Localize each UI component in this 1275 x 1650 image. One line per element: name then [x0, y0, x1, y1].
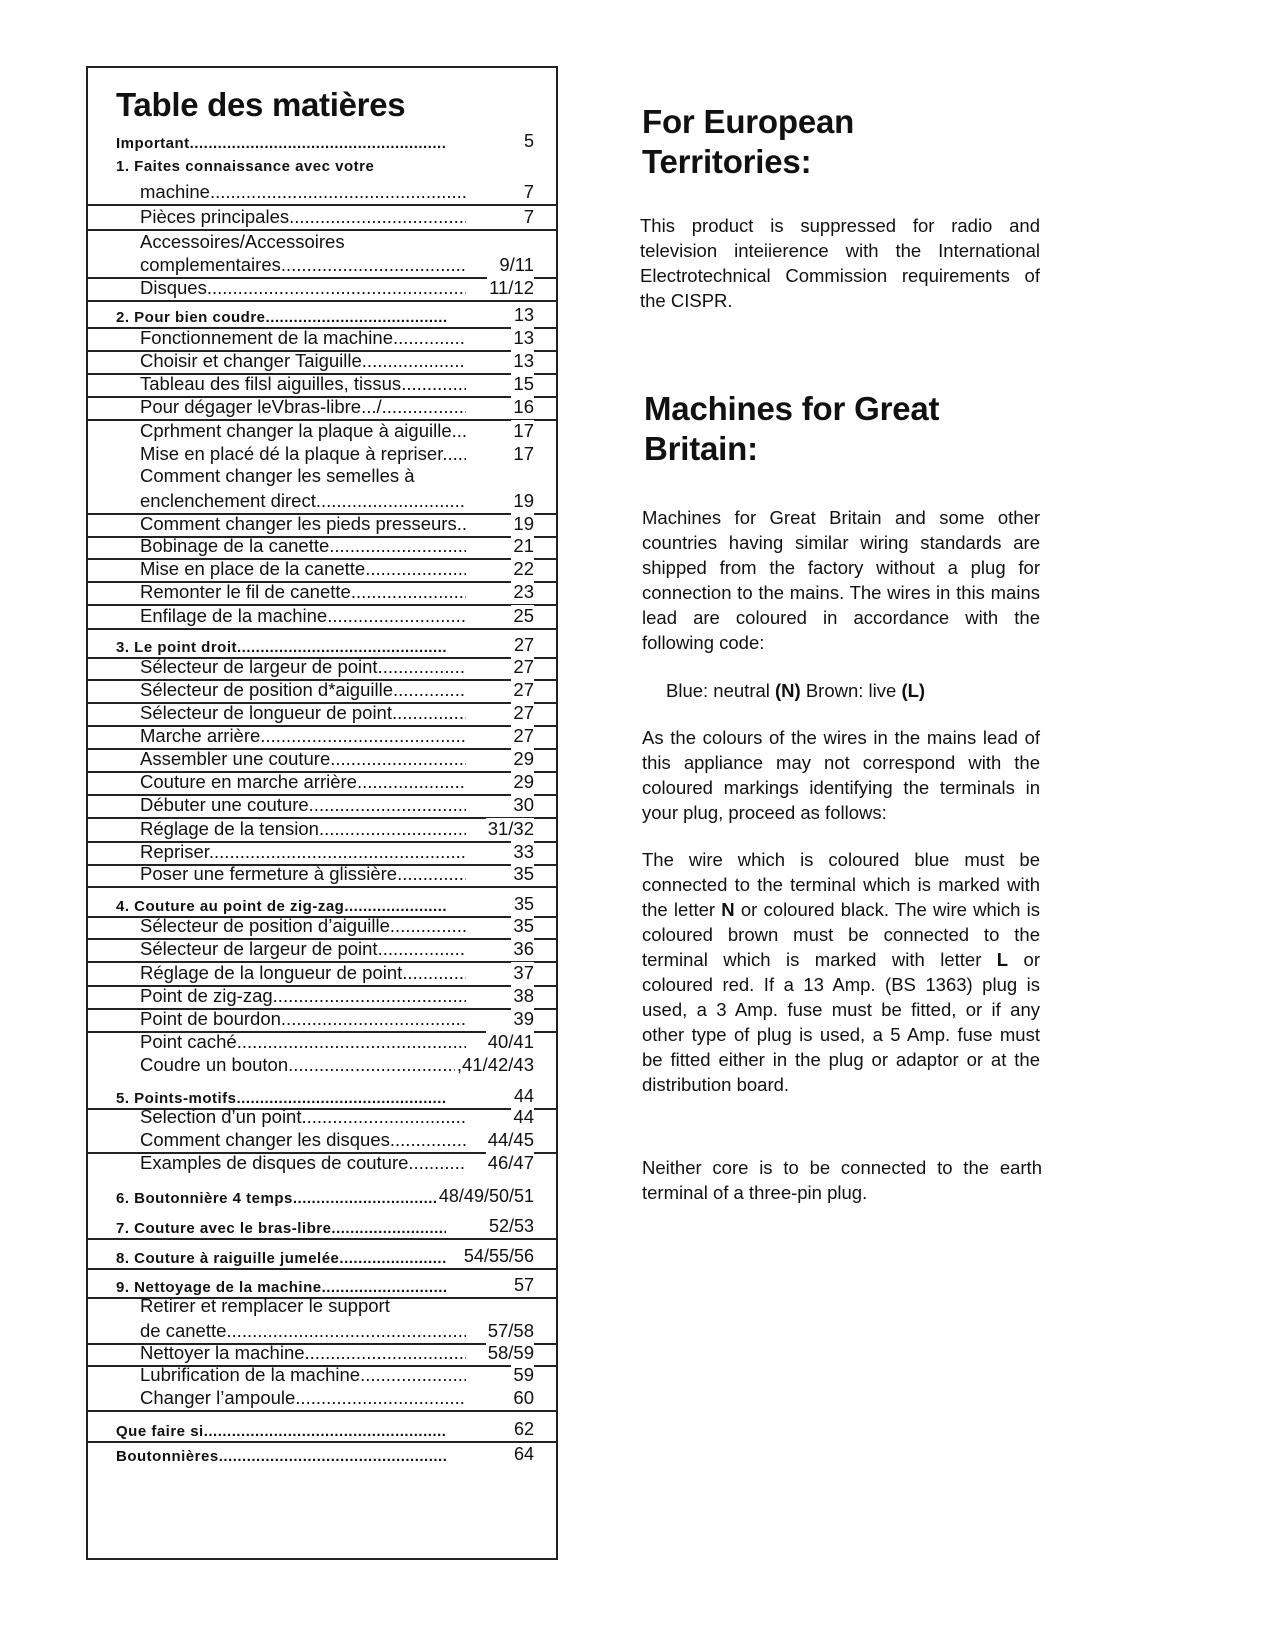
toc-entry-title: Comment changer les pieds presseurs .....: [140, 513, 466, 535]
toc-entry-page: 38: [513, 985, 534, 1006]
toc-entry-page: 35: [513, 863, 534, 884]
toc-entry-title: 8. Couture à raiguille jumelée .....: [116, 1250, 446, 1267]
wiring-intro-paragraph: Machines for Great Britain and some other countries having similar wiring standards are shipped from the factory without a plug for connection to the mains. The wires in this mains lead are coloured in accordance with the following code:: [642, 507, 1040, 653]
toc-entry: [88, 985, 556, 1010]
toc-entry: [88, 725, 556, 750]
toc-entry: [88, 961, 556, 987]
toc-entry-page: 13: [513, 327, 534, 348]
toc-entry: [88, 679, 556, 704]
toc-entry: [88, 488, 556, 515]
toc-entry-page: 23: [513, 581, 534, 602]
toc-entry-page: 22: [513, 558, 534, 579]
toc-entry-page: 60: [513, 1387, 534, 1408]
toc-entry-page: 21: [513, 535, 534, 556]
toc-entry-page: 17: [513, 420, 534, 441]
european-territories-heading: [642, 102, 854, 182]
toc-entry-title: Retirer et remplacer le support: [140, 1295, 390, 1316]
toc-entry-title: Tableau des filsl aiguilles, tissus .....: [140, 373, 466, 395]
toc-entry: [88, 1054, 556, 1077]
toc-entry-title: Choisir et changer Taiguille .....: [140, 350, 466, 372]
brown-label: Brown: live: [805, 680, 897, 701]
toc-entry: [88, 771, 556, 796]
toc-entry: [88, 1208, 556, 1240]
toc-list: [88, 68, 556, 1558]
toc-entry-page: 62: [513, 1419, 534, 1439]
toc-entry: [88, 794, 556, 819]
toc-entry: [88, 1365, 556, 1387]
toc-entry-title: 2. Pour bien coudre .....: [116, 309, 446, 326]
toc-entry-page: 57/58: [487, 1320, 534, 1341]
toc-entry-title: Sélecteur de largeur de point .....: [140, 938, 466, 960]
toc-entry-page: 27: [513, 656, 534, 677]
toc-entry-page: 35: [513, 894, 534, 914]
toc-entry: [88, 1031, 556, 1054]
toc-title: Table des matières: [116, 86, 406, 123]
toc-entry-page: 16: [513, 396, 534, 417]
toc-entry: [88, 1129, 556, 1154]
toc-entry-page: 5: [523, 131, 534, 151]
toc-entry-title: Mise en placé dé la plaque à repriser .....: [140, 443, 466, 465]
heading-line: For European: [642, 103, 855, 140]
toc-entry-page: 7: [523, 181, 534, 202]
toc-entry-page: 29: [513, 748, 534, 769]
live-letter: (L): [901, 680, 926, 701]
toc-entry-page: 31/32: [487, 818, 534, 839]
toc-entry: [88, 300, 556, 329]
toc-entry: [88, 1297, 556, 1318]
toc-entry-page: ,41/42/43: [456, 1054, 534, 1075]
blue-label: Blue: neutral: [666, 680, 770, 701]
table-of-contents: [86, 66, 558, 1560]
toc-entry-page: 48/49/50/51: [438, 1186, 534, 1206]
toc-entry-page: 9/11: [499, 254, 534, 275]
toc-entry: [88, 938, 556, 963]
toc-entry-title: Examples de disques de couture .....: [140, 1152, 466, 1174]
toc-entry-page: 64: [513, 1444, 534, 1464]
toc-entry: [88, 1238, 556, 1270]
toc-entry-title: 4. Couture au point de zig-zag .....: [116, 898, 446, 915]
neutral-letter: (N): [775, 680, 801, 701]
toc-entry-title: Mise en place de la canette .....: [140, 558, 466, 580]
toc-entry-title: Repriser .....: [140, 841, 466, 863]
wiring-instructions-paragraph: [642, 847, 1040, 1097]
toc-entry-title: 7. Couture avec le bras-libre .....: [116, 1220, 446, 1237]
toc-entry: [88, 396, 556, 421]
toc-entry: [88, 748, 556, 773]
toc-entry-title: Pièces principales .....: [140, 206, 466, 228]
neutral-terminal-letter: N: [721, 899, 735, 920]
toc-entry: [88, 916, 556, 940]
toc-entry: [88, 1152, 556, 1175]
toc-entry-page: 27: [513, 725, 534, 746]
toc-entry-page: 19: [513, 513, 534, 534]
toc-entry: [88, 419, 556, 443]
toc-entry-title: 1. Faites connaissance avec votre: [116, 158, 375, 175]
toc-entry: [88, 1441, 556, 1466]
toc-entry: [88, 153, 556, 176]
toc-entry-page: 13: [513, 350, 534, 371]
live-terminal-letter: L: [996, 949, 1009, 970]
toc-entry-title: Sélecteur de largeur de point .....: [140, 656, 466, 678]
toc-entry: [88, 604, 556, 630]
toc-entry-page: 39: [513, 1008, 534, 1029]
toc-entry: [88, 628, 556, 659]
toc-entry-title: Réglage de la tension .....: [140, 818, 466, 840]
toc-entry-page: 37: [513, 962, 534, 983]
toc-entry-title: Point de zig-zag .....: [140, 985, 466, 1007]
toc-entry-title: Coudre un bouton .....: [140, 1054, 466, 1076]
toc-entry-page: 52/53: [488, 1216, 534, 1236]
toc-entry-title: Pour dégager leVbras-libre.../ .....: [140, 396, 466, 418]
toc-entry: [88, 1175, 556, 1208]
instruction-text: or coloured black. The wire which is coloured brown must be connected to the terminal which is marked with letter: [642, 899, 1041, 970]
toc-entry-page: 27: [513, 702, 534, 723]
toc-entry-page: 29: [513, 771, 534, 792]
toc-entry: [88, 277, 556, 302]
toc-entry-title: Accessoires/Accessoires: [140, 231, 345, 252]
toc-entry-title: Comment changer les disques .....: [140, 1129, 466, 1151]
colour-mismatch-paragraph: As the colours of the wires in the mains lead of this appliance may not correspond with the coloured markings identifying the terminals in your plug, proceed as follows:: [642, 727, 1040, 823]
wire-colour-code: [666, 678, 925, 703]
toc-entry-title: Que faire si .....: [116, 1423, 446, 1440]
cispr-paragraph: This product is suppressed for radio and television inteiierence with the International Electrotechnical Commission requirements of the CISPR.: [640, 215, 1040, 311]
toc-entry-title: Fonctionnement de la machine .....: [140, 327, 466, 349]
toc-entry: [88, 536, 556, 560]
toc-entry-title: Changer l’ampoule .....: [140, 1387, 466, 1409]
toc-entry: [88, 204, 556, 231]
toc-entry-title: Point caché .....: [140, 1031, 466, 1053]
toc-entry-title: Bobinage de la canette .....: [140, 535, 466, 557]
toc-entry-title: Débuter une couture .....: [140, 794, 466, 816]
toc-entry: [88, 443, 556, 466]
toc-entry-page: 57: [513, 1275, 534, 1295]
toc-entry: [88, 229, 556, 254]
toc-entry: [88, 581, 556, 606]
toc-entry-title: 5. Points-motifs .....: [116, 1090, 446, 1107]
toc-entry-page: 54/55/56: [463, 1246, 534, 1266]
toc-entry-title: Réglage de la longueur de point .....: [140, 962, 466, 984]
toc-entry: [88, 373, 556, 398]
toc-entry: [88, 350, 556, 375]
toc-entry: [88, 1387, 556, 1412]
toc-entry-page: 46/47: [487, 1152, 534, 1173]
toc-entry: [88, 702, 556, 727]
toc-entry: [88, 657, 556, 681]
instruction-text: The wire which is coloured blue must be connected to the terminal which is marked with the letter: [642, 849, 1040, 920]
toc-entry-title: Sélecteur de position d*aiguille .....: [140, 679, 466, 701]
toc-entry-page: 44: [513, 1086, 534, 1106]
heading-line: Territories:: [642, 143, 812, 180]
toc-entry-title: Comment changer les semelles à: [140, 465, 415, 486]
toc-entry-page: 19: [513, 490, 534, 511]
toc-entry: [88, 1008, 556, 1033]
toc-entry-title: Enfilage de la machine .....: [140, 605, 466, 627]
toc-entry: [88, 1318, 556, 1345]
toc-entry-title: 9. Nettoyage de la machine .....: [116, 1279, 446, 1296]
toc-entry: [88, 128, 556, 153]
toc-entry-page: 25: [513, 605, 534, 626]
toc-entry-title: Sélecteur de position d’aiguille .....: [140, 915, 466, 937]
great-britain-heading: [644, 389, 939, 469]
toc-entry: [88, 1410, 556, 1443]
toc-entry-title: Boutonnières .....: [116, 1448, 446, 1465]
instruction-text: or coloured red. If a 13 Amp. (BS 1363) plug is used, a 3 Amp. fuse must be fitted, or if any other type of plug is used, a 5 Amp. fuse must be fitted either in the plug or adaptor or at the distribution board.: [642, 949, 1040, 1095]
toc-entry-page: 59: [513, 1364, 534, 1385]
toc-entry-title: complementaires .....: [140, 254, 466, 276]
toc-entry-title: Lubrification de la machine .....: [140, 1364, 466, 1386]
toc-entry-title: 6. Boutonnière 4 temps .....: [116, 1190, 446, 1207]
toc-entry: [88, 327, 556, 352]
toc-entry-title: 3. Le point droit .....: [116, 639, 446, 656]
toc-entry-title: enclenchement direct .....: [140, 490, 466, 512]
toc-entry-title: de canette .....: [140, 1320, 466, 1342]
toc-entry-page: 36: [513, 938, 534, 959]
toc-entry-page: 44: [513, 1106, 534, 1127]
toc-entry-page: 7: [523, 206, 534, 227]
toc-entry-title: Assembler une couture .....: [140, 748, 466, 770]
toc-entry-page: 58/59: [487, 1342, 534, 1363]
toc-entry-title: Poser une fermeture à glissière .....: [140, 863, 466, 885]
toc-entry-title: Cprhment changer la plaque à aiguille .....: [140, 420, 466, 442]
toc-entry-page: 30: [513, 794, 534, 815]
toc-entry: [88, 886, 556, 918]
toc-entry-page: 13: [513, 305, 534, 325]
toc-entry-page: 17: [513, 443, 534, 464]
toc-entry-page: 27: [513, 635, 534, 655]
toc-entry-title: Point de bourdon .....: [140, 1008, 466, 1030]
toc-entry-title: Sélecteur de longueur de point .....: [140, 702, 466, 724]
toc-entry-title: Important .....: [116, 135, 446, 152]
toc-entry-page: 11/12: [489, 277, 534, 298]
earth-warning-paragraph: Neither core is to be connected to the earth terminal of a three-pin plug.: [642, 1157, 1042, 1203]
toc-entry: [88, 1108, 556, 1129]
toc-entry: [88, 817, 556, 843]
toc-entry-title: Nettoyer la machine .....: [140, 1342, 466, 1364]
toc-entry-page: 33: [513, 841, 534, 862]
toc-entry-title: Disques .....: [140, 277, 466, 299]
toc-entry: [88, 176, 556, 206]
toc-entry-title: Couture en marche arrière .....: [140, 771, 466, 793]
toc-entry: [88, 864, 556, 888]
toc-entry-title: Marche arrière .....: [140, 725, 466, 747]
heading-line: Machines for Great: [644, 390, 940, 427]
toc-entry-page: 44/45: [487, 1129, 534, 1150]
heading-line: Britain:: [644, 430, 758, 467]
toc-entry: [88, 466, 556, 488]
toc-entry-title: machine .....: [140, 181, 466, 203]
toc-entry: [88, 254, 556, 279]
toc-entry-title: Remonter le fil de canette .....: [140, 581, 466, 603]
toc-entry: [88, 558, 556, 583]
toc-entry-page: 40/41: [487, 1031, 534, 1052]
toc-entry-page: 15: [513, 373, 534, 394]
toc-entry-page: 35: [513, 915, 534, 936]
toc-entry-page: 27: [513, 679, 534, 700]
toc-entry-title: Selection d’un point .....: [140, 1106, 466, 1128]
